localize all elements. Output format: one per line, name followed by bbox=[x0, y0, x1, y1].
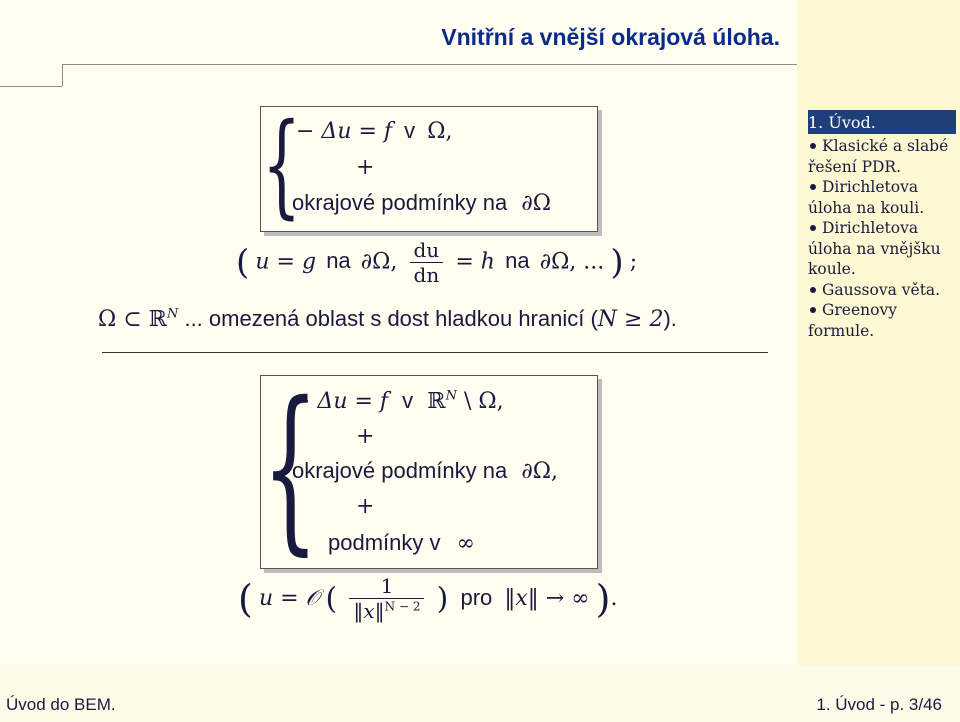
title-rule bbox=[62, 64, 797, 65]
bullet-icon bbox=[810, 287, 816, 293]
sidebar-item-dirichlet-vnejsek[interactable]: Dirichletova úloha na vnějšku koule. bbox=[808, 219, 941, 278]
interior-eq-line3: okrajové podmínky na ∂Ω bbox=[292, 190, 551, 216]
cond-frac-den: ‖x‖$^{N - 2}$ bbox=[353, 599, 421, 623]
title-rule-left bbox=[0, 86, 62, 87]
omega-description: Ω ⊂ ℝ$^N$ ... omezená oblast s dost hladkou hranicí (N ≥ 2). bbox=[98, 306, 677, 332]
sidebar-nav-list bbox=[808, 136, 958, 341]
cond-frac-num: 1 bbox=[349, 574, 424, 599]
exterior-eq-line5: podmínky v ∞ bbox=[328, 530, 475, 556]
exterior-brace: { bbox=[262, 364, 319, 571]
bullet-icon bbox=[810, 143, 816, 149]
bullet-icon bbox=[810, 307, 816, 313]
exterior-plus-2: + bbox=[356, 494, 375, 519]
slide-title: Vnitřní a vnější okrajová úloha. bbox=[441, 24, 780, 50]
exterior-eq-line3: okrajové podmínky na ∂Ω, bbox=[292, 458, 558, 484]
sidebar-section-header[interactable]: 1. Úvod. bbox=[808, 110, 956, 134]
sidebar-item-gauss[interactable]: Gaussova věta. bbox=[808, 280, 958, 301]
bullet-icon bbox=[810, 184, 816, 190]
footer-title: Úvod do BEM. bbox=[6, 695, 116, 714]
exterior-eq-line1: − Δu = f v ℝ$^N$ \ Ω, bbox=[292, 388, 504, 414]
title-rule-step bbox=[62, 64, 63, 86]
footer-page-number: 1. Úvod - p. 3/46 bbox=[816, 695, 942, 714]
interior-bc-line: ( u = g na ∂Ω, $\frac{du}{dn}$ = h na ∂Ω, ... ) ; bbox=[236, 238, 638, 287]
interior-eq-line1: − Δu = f v Ω, bbox=[296, 118, 453, 144]
section-separator bbox=[102, 352, 768, 353]
interior-brace: { bbox=[262, 100, 302, 230]
interior-plus: + bbox=[356, 155, 375, 180]
bc-frac-den: dn bbox=[413, 263, 440, 287]
sidebar-item-green[interactable]: Greenovy formule. bbox=[808, 301, 897, 340]
infinity-condition: ( u = 𝒪 ( $\frac{1}{‖x‖^{N - 2}}$ ) pro ‖x‖ → ∞ ). bbox=[238, 574, 618, 623]
sidebar-item-klasicke[interactable]: Klasické a slabé řešení PDR. bbox=[808, 137, 949, 176]
bullet-icon bbox=[810, 225, 816, 231]
exterior-plus-1: + bbox=[356, 424, 375, 449]
bc-frac-num: du bbox=[410, 238, 444, 263]
sidebar-item-dirichlet-koule[interactable]: Dirichletova úloha na kouli. bbox=[808, 178, 925, 217]
